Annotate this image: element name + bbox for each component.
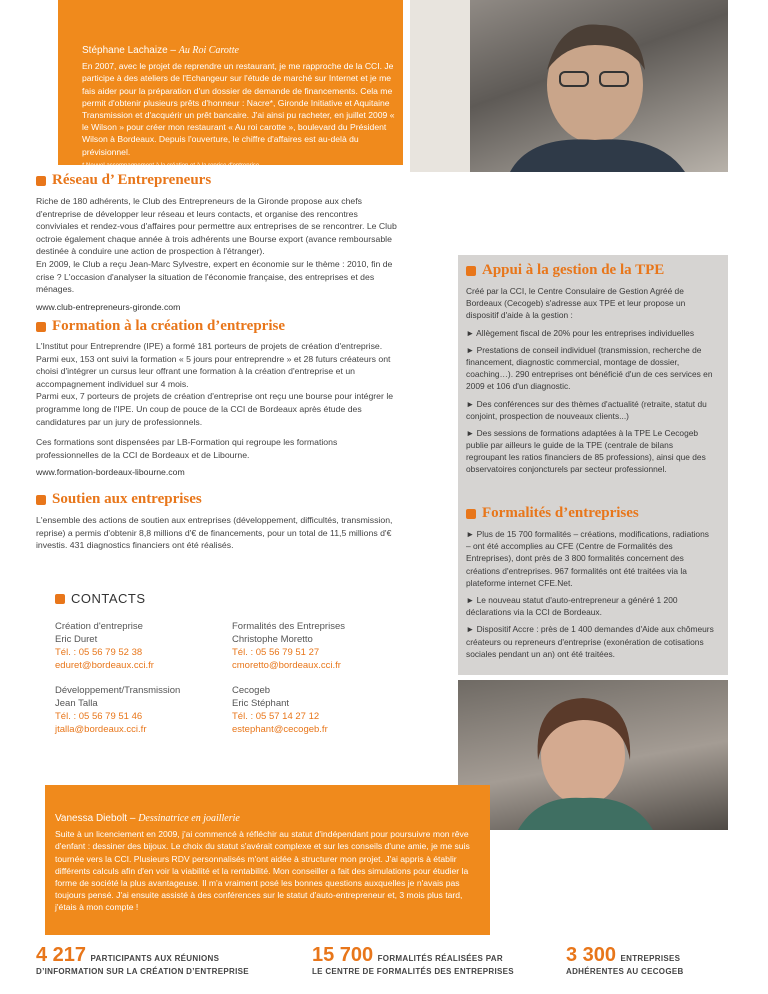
- square-bullet-icon: [466, 509, 476, 519]
- paragraph: Riche de 180 adhérents, le Club des Entrepreneurs de la Gironde propose aux chefs d'entreprise de développer leur réseau et leurs contacts, et organise des rencontres conviviales et rendez-vous d'affaires pour permettre aux entreprises de se rencontrer. Le Club octroie également chaque année à trois adhérents une Bourse export (avance remboursable destinée à conduire une action de prospection à l'étranger).: [36, 196, 397, 257]
- section-appui: [466, 262, 714, 481]
- list-item: ► Allègement fiscal de 20% pour les entreprises individuelles: [466, 327, 695, 338]
- contact-card: Formalités des Entreprises Christophe Moretto Tél. : 05 56 79 51 27 cmoretto@bordeaux.cci.fr: [232, 620, 412, 672]
- author-name: Vanessa Diebolt –: [55, 813, 136, 824]
- formation-link[interactable]: www.formation-bordeaux-libourne.com: [36, 467, 185, 478]
- stat-label: D’INFORMATION SUR LA CRÉATION D’ENTREPRISE: [36, 967, 249, 976]
- section-title: Soutien aux entreprises: [36, 491, 398, 508]
- square-bullet-icon: [36, 176, 46, 186]
- paragraph: En 2009, le Club a reçu Jean-Marc Sylvestre, expert en économie sur le thème : 2010, fin de crise ? L'occasion d'analyser la situation de l'économie française, des entreprises et des ménages.: [36, 259, 393, 295]
- author-business: Dessinatrice en joaillerie: [138, 813, 240, 824]
- portrait-photo-vanessa: [458, 680, 728, 830]
- top-testimonial: [82, 44, 400, 170]
- square-bullet-icon: [36, 322, 46, 332]
- stat-cecogeb: [566, 944, 736, 976]
- list-item: ► Dispositif Accre : près de 1 400 demandes d'Aide aux chômeurs créateurs ou repreneurs d'entreprise (exonération de cotisations sociales pendant un an) ont été traitées.: [466, 624, 714, 659]
- paragraph: Créé par la CCI, le Centre Consulaire de Gestion Agréé de Bordeaux (Cecogeb) s'adresse aux TPE et leur propose un dispositif d'aide à la gestion :: [466, 286, 686, 321]
- stat-label: LE CENTRE DE FORMALITÉS DES ENTREPRISES: [312, 967, 514, 976]
- section-reseau: [36, 172, 398, 312]
- contact-email[interactable]: cmoretto@bordeaux.cci.fr: [232, 660, 341, 672]
- section-title: Réseau d’ Entrepreneurs: [36, 172, 398, 189]
- contact-phone[interactable]: Tél. : 05 56 79 51 46: [55, 711, 143, 723]
- stat-formalites: [312, 944, 542, 976]
- paragraph: Ces formations sont dispensées par LB-Formation qui regroupe les formations professionnelles de la CCI de Bordeaux et de Libourne.: [36, 437, 338, 460]
- portrait-illustration-2: [458, 680, 728, 830]
- list-item: ► Des sessions de formations adaptées à la TPE Le Cecogeb publie par ailleurs le guide de la TPE (centrale de bilans regroupant les ratios financiers de 85 professions), ainsi que des observatoires conjoncturels par secteur professionnel.: [466, 427, 706, 475]
- section-title: Formation à la création d’entreprise: [36, 318, 398, 335]
- contacts-title: CONTACTS: [55, 591, 415, 606]
- stat-value: 4 217: [36, 944, 87, 966]
- list-item: ► Le nouveau statut d'auto-entrepreneur a généré 1 200 déclarations via la CCI de Bordeaux.: [466, 594, 678, 618]
- square-bullet-icon: [36, 495, 46, 505]
- stat-label: ADHÉRENTES AU CECOGEB: [566, 967, 684, 976]
- contact-email[interactable]: jtalla@bordeaux.cci.fr: [55, 724, 147, 736]
- section-soutien: [36, 491, 398, 552]
- portrait-photo-stephane: [410, 0, 728, 172]
- stat-label: PARTICIPANTS AUX RÉUNIONS: [90, 954, 220, 963]
- portrait-illustration: [410, 0, 728, 172]
- contact-card: Développement/Transmission Jean Talla Tél. : 05 56 79 51 46 jtalla@bordeaux.cci.fr: [55, 684, 230, 736]
- list-item: ► Prestations de conseil individuel (transmission, recherche de financement, diagnostic commercial, montage de dossier, coaching…). 290 entreprises ont bénéficié d'un de ces services en 2009 et 106 d'un diagnostic.: [466, 344, 713, 392]
- contact-card: Création d'entreprise Eric Duret Tél. : 05 56 79 52 38 eduret@bordeaux.cci.fr: [55, 620, 225, 672]
- section-title: Formalités d’entreprises: [466, 505, 714, 522]
- section-formalites: [466, 505, 714, 665]
- square-bullet-icon: [55, 594, 65, 604]
- bottom-testimonial: [55, 812, 480, 914]
- stat-value: 15 700: [312, 944, 374, 966]
- paragraph: L'ensemble des actions de soutien aux entreprises (développement, difficultés, transmission, reprise) a permis d'obtenir 8,8 millions d'€ de financements, pour un total de 11,5 millions d'€ investis. 431 diagnostics financiers ont été réalisés.: [36, 515, 393, 551]
- testimonial-text: En 2007, avec le projet de reprendre un restaurant, je me rapproche de la CCI. Je participe à des ateliers de l'Echangeur sur l'étude de marché sur Internet et je me fais aider pour la préparation d'un dossier de demande de financements. Cela me permit d'obtenir plusieurs prêts d'honneur : Nacre*, Gironde Initiative et Aquitaine Transmission et d'acquérir un prêt bancaire. J'ai ainsi pu racheter, en juillet 2009 « le Wilson » pour créer mon restaurant « Au roi carotte », boulevard du Président Wilson à Bordeaux. Depuis l'ouverture, le chiffre d'affaires est au-delà du prévisionnel.: [82, 61, 395, 157]
- stat-value: 3 300: [566, 944, 617, 966]
- contact-phone[interactable]: Tél. : 05 56 79 51 27: [232, 647, 320, 659]
- stat-label: FORMALITÉS RÉALISÉES PAR: [377, 954, 503, 963]
- contact-phone[interactable]: Tél. : 05 56 79 52 38: [55, 647, 143, 659]
- square-bullet-icon: [466, 266, 476, 276]
- testimonial-footnote: * Nouvel accompagnement à la création et à la reprise d'entreprise: [82, 162, 260, 169]
- section-formation: [36, 318, 398, 477]
- testimonial-author: [82, 44, 400, 58]
- testimonial-text: Suite à un licenciement en 2009, j'ai commencé à réfléchir au statut d'indépendant pour poursuivre mon rêve d'enfant : dessiner des bijoux. Le choix du statut s'avérait complexe et sur les conseils d'une amie, je me suis tournée vers la CCI. Plusieurs RDV personnalisés m'ont aidée à structurer mon projet. J'ai appris à établir différents calculs afin d'en voir la viabilité et la rentabilité. Mon conseiller a fait des simulations pour étudier la forme de société la plus avantageuse. Il m'a vraiment posé les bonnes questions auxquelles je n'avais pas toujours pensé. J'ai ensuite assisté à des conférences sur le statut d'auto-entrepreneur et, 3 mois plus tard, j'étais à mon compte !: [55, 829, 470, 913]
- contact-email[interactable]: estephant@cecogeb.fr: [232, 724, 328, 736]
- author-name: Stéphane Lachaize –: [82, 45, 176, 56]
- section-title: Appui à la gestion de la TPE: [466, 262, 714, 279]
- club-entrepreneurs-link[interactable]: www.club-entrepreneurs-gironde.com: [36, 301, 181, 312]
- section-contacts: [55, 591, 415, 606]
- author-business: Au Roi Carotte: [178, 45, 239, 56]
- paragraph: L'Institut pour Entreprendre (IPE) a formé 181 porteurs de projets de création d'entreprise. Parmi eux, 153 ont suivi la formation « 5 jours pour entreprendre » et 28 futurs créateurs ont choisi d'intégrer un cursus leur offrant une formation à la création d'entreprise et un accompagnement individuel sur 4 mois.: [36, 341, 391, 389]
- contact-phone[interactable]: Tél. : 05 57 14 27 12: [232, 711, 320, 723]
- contact-card: Cecogeb Eric Stéphant Tél. : 05 57 14 27 12 estephant@cecogeb.fr: [232, 684, 412, 736]
- testimonial-author: [55, 812, 480, 826]
- stat-label: ENTREPRISES: [620, 954, 681, 963]
- stat-participants: [36, 944, 296, 976]
- list-item: ► Plus de 15 700 formalités – créations, modifications, radiations – ont été accomplies au CFE (Centre de Formalités des Entreprises), dont près de 3 800 formalités concernent des créations d'entreprises. 967 formalités ont été traitées via la plateforme internet CFE.Net.: [466, 529, 709, 588]
- contact-email[interactable]: eduret@bordeaux.cci.fr: [55, 660, 154, 672]
- paragraph: Parmi eux, 7 porteurs de projets de création d'entreprise ont reçu une bourse pour intégrer le programme long de l'IPE. Un coup de pouce de la CCI de Bordeaux après étude des candidatures par un jury de professionnels.: [36, 391, 394, 427]
- list-item: ► Des conférences sur des thèmes d'actualité (retraite, statut du conjoint, prospection de nouveaux clients...): [466, 398, 707, 421]
